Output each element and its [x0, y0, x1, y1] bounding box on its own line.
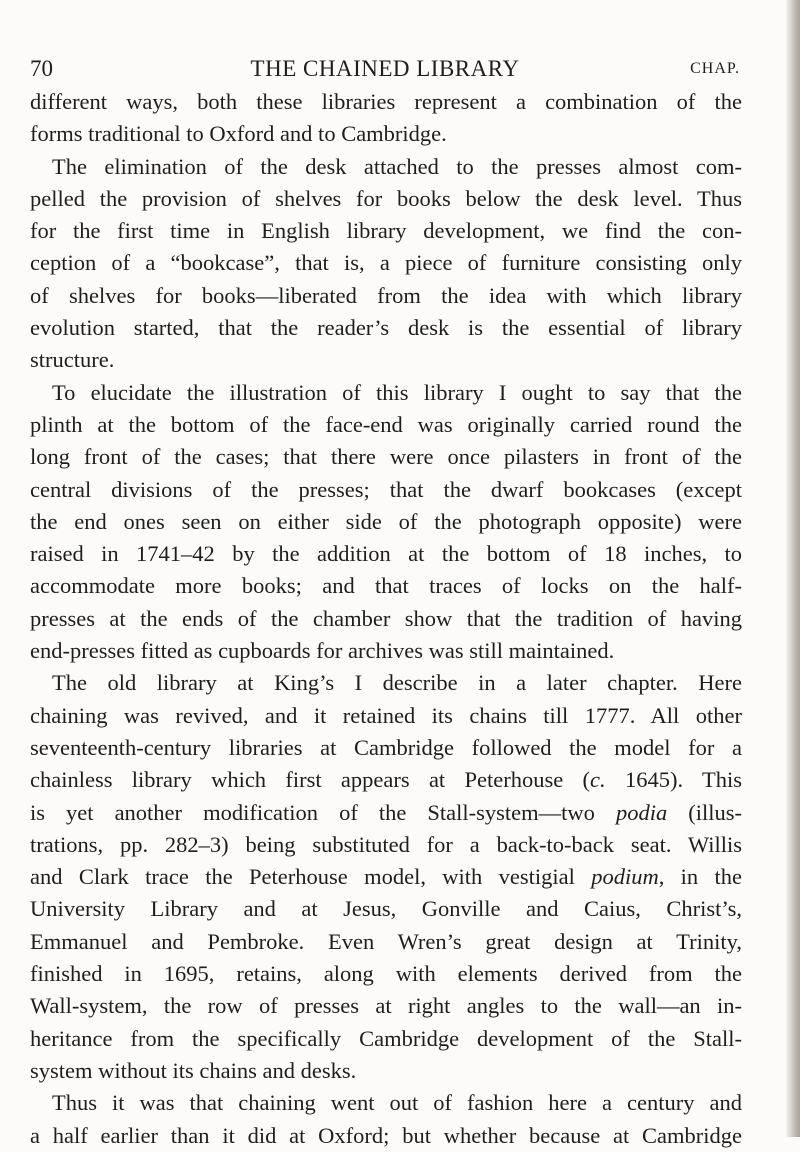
text-line: different ways, both these libraries represent a combination of the — [30, 89, 742, 114]
text-line: seventeenth-century libraries at Cambridge followed the model for a — [30, 734, 742, 760]
text-line: University Library and at Jesus, Gonville and Caius, Christ’s, — [30, 896, 742, 922]
text-line: trations, pp. 282–3) being substituted for a back-to-back seat. Willis — [30, 831, 742, 857]
text-line: The old library at King’s I describe in a later chapter. Here — [52, 670, 742, 696]
text-line: chainless library which first appears at Peterhouse (c. 1645). This — [30, 767, 742, 793]
text-line: Emmanuel and Pembroke. Even Wren’s great design at Trinity, — [30, 928, 742, 954]
text-line: pelled the provision of shelves for books below the desk level. Thus — [30, 185, 742, 211]
running-header — [30, 52, 740, 86]
text-line: structure. — [30, 347, 115, 373]
text-line: chaining was revived, and it retained its chains till 1777. All other — [30, 702, 742, 728]
text-line: plinth at the bottom of the face-end was originally carried round the — [30, 411, 742, 437]
section-label: CHAP. — [690, 60, 740, 77]
text-line: accommodate more books; and that traces of locks on the half- — [30, 573, 742, 599]
text-line: system without its chains and desks. — [30, 1057, 357, 1083]
text-line: ception of a “bookcase”, that is, a piece of furniture consisting only — [30, 250, 742, 276]
text-line: forms traditional to Oxford and to Cambridge. — [30, 121, 447, 147]
text-line: heritance from the specifically Cambridge development of the Stall- — [30, 1025, 742, 1051]
text-line: is yet another modification of the Stall-system—two podia (illus- — [30, 799, 742, 825]
text-line: and Clark trace the Peterhouse model, with vestigial podium, in the — [30, 864, 742, 890]
text-line: presses at the ends of the chamber show that the tradition of having — [30, 605, 742, 631]
text-line: end-presses fitted as cupboards for archives was still maintained. — [30, 638, 615, 664]
text-line: a half earlier than it did at Oxford; but whether because at Cambridge — [30, 1122, 742, 1148]
italic-term: podia — [615, 799, 668, 825]
body-text — [30, 86, 742, 1152]
text-line: finished in 1695, retains, along with elements derived from the — [30, 961, 742, 987]
text-line: To elucidate the illustration of this library I ought to say that the — [52, 379, 742, 405]
text-line: central divisions of the presses; that the dwarf bookcases (except — [30, 476, 742, 502]
text-line: Wall-system, the row of presses at right angles to the wall—an in- — [30, 993, 742, 1019]
italic-term: podium — [591, 864, 659, 890]
running-title: THE CHAINED LIBRARY — [250, 56, 520, 81]
text-line: evolution started, that the reader’s desk is the essential of library — [30, 315, 742, 341]
page-number: 70 — [30, 56, 53, 81]
text-line: for the first time in English library development, we find the con- — [30, 218, 742, 244]
text-line: raised in 1741–42 by the addition at the bottom of 18 inches, to — [30, 541, 742, 567]
italic-term: c. — [590, 767, 606, 793]
text-line: long front of the cases; that there were once pilasters in front of the — [30, 444, 742, 470]
text-line: of shelves for books—liberated from the idea with which library — [30, 282, 742, 308]
text-line: Thus it was that chaining went out of fashion here a century and — [52, 1090, 742, 1116]
text-line: the end ones seen on either side of the photograph opposite) were — [30, 508, 742, 534]
page-edge-shadow — [786, 0, 800, 1137]
text-line: The elimination of the desk attached to the presses almost com- — [52, 153, 742, 179]
